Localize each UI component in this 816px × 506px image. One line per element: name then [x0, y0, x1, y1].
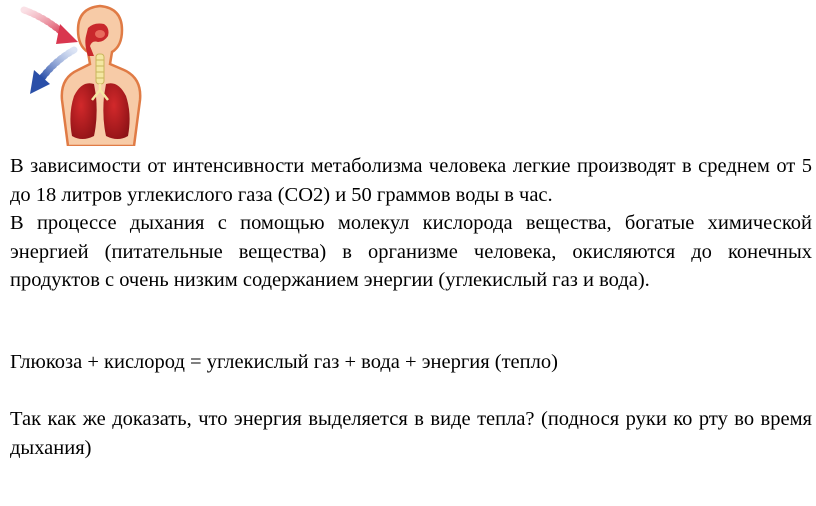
inhale-arrow-icon — [24, 10, 78, 44]
paragraph-question-text: Так как же доказать, что энергия выделяется в виде тепла? (поднося руки ко рту во время дыхания) — [10, 408, 812, 459]
paragraph-question — [4, 405, 812, 462]
equation-line — [4, 348, 812, 377]
paragraph-oxidation — [4, 209, 812, 295]
paragraph-metabolism — [4, 152, 812, 209]
respiratory-system-icon — [20, 0, 170, 146]
trachea — [96, 54, 104, 84]
paragraph-oxidation-text: В процессе дыхания с помощью молекул кислорода вещества, богатые химической энергией (питательные вещества) в организме человека, окисляются до конечных продуктов с очень низким содержанием энергии (углекислый газ и вода). — [10, 212, 812, 291]
equation-text: Глюкоза + кислород = углекислый газ + вода + энергия (тепло) — [10, 351, 558, 373]
paragraph-metabolism-text: В зависимости от интенсивности метаболизма человека легкие производят в среднем от 5 до 18 литров углекислого газа (CO2) и 50 граммов воды в час. — [10, 155, 812, 206]
